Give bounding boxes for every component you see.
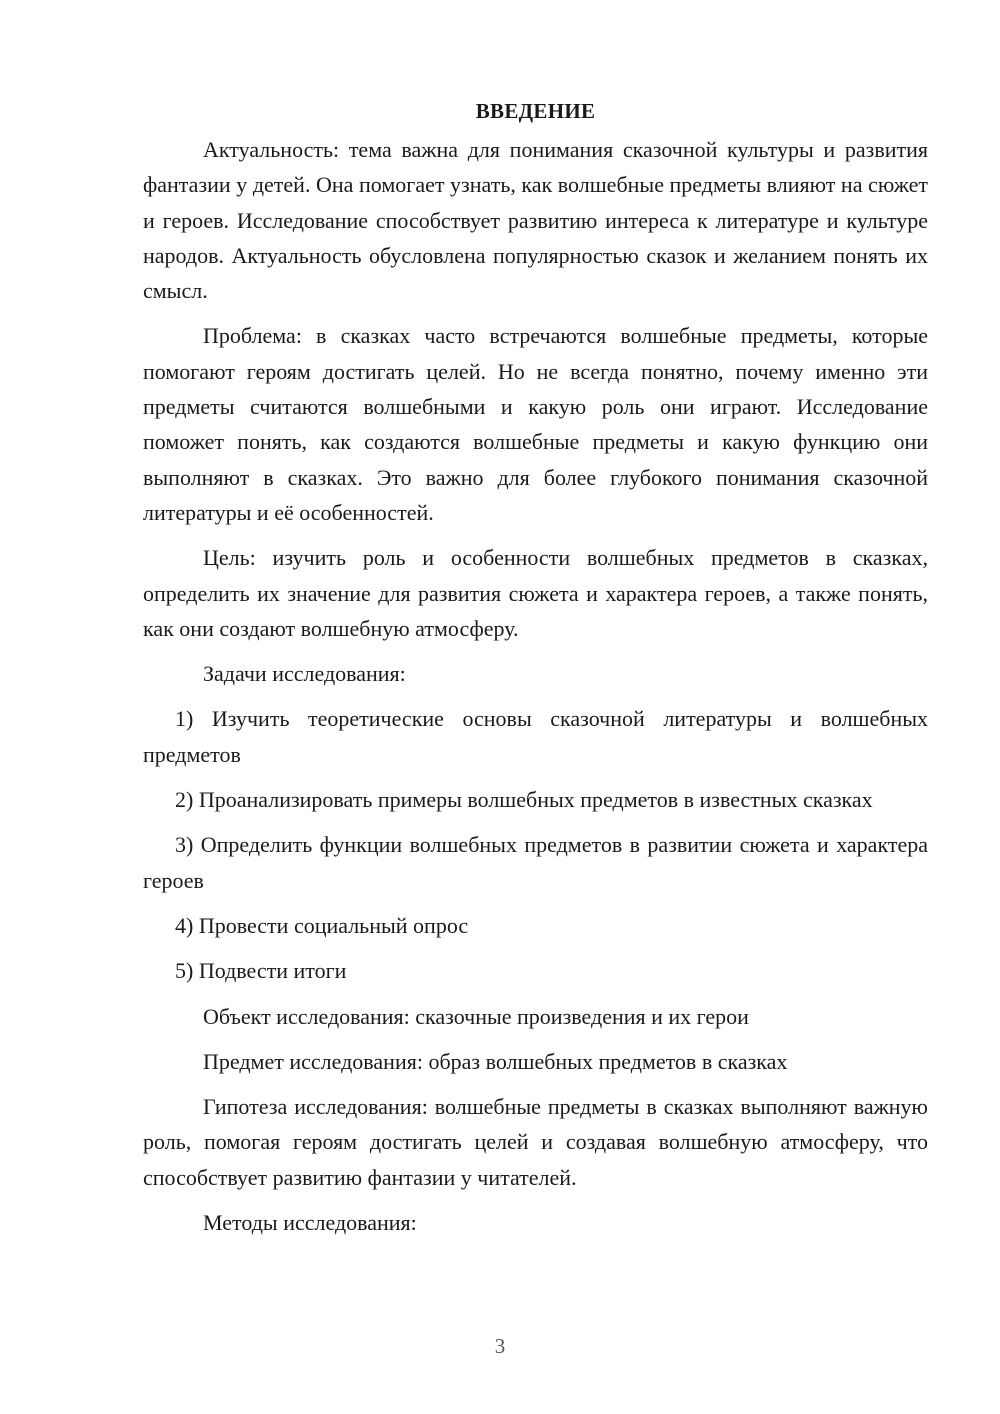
task-item: 4) Провести социальный опрос — [175, 912, 469, 938]
page-number: 3 — [494, 1334, 506, 1358]
page-title: ВВЕДЕНИЕ — [475, 99, 596, 123]
problem-paragraph: Проблема: в сказках часто встречаются волшебные предметы, которые помогают героям достигать целей. Но не всегда понятно, почему именно эти предметы считаются волшебными и какую роль они играют. Исследование поможет понять, как создаются волшебные предметы и какую функцию они выполняют в сказках. Это важно для более глубокого понимания сказочной литературы и её особенностей. — [143, 323, 928, 525]
tasks-heading: Задачи исследования: — [203, 661, 406, 687]
goal-paragraph: Цель: изучить роль и особенности волшебных предметов в сказках, определить их значение для развития сюжета и характера героев, а также понять, как они создают волшебную атмосферу. — [143, 545, 928, 641]
object-paragraph: Объект исследования: сказочные произведения и их герои — [203, 1003, 749, 1029]
document-page — [143, 96, 928, 1250]
hypothesis-paragraph: Гипотеза исследования: волшебные предметы в сказках выполняют важную роль, помогая героям достигать целей и создавая волшебную атмосферу, что способствует развитию фантазии у читателей. — [143, 1094, 928, 1190]
task-item: 2) Проанализировать примеры волшебных предметов в известных сказках — [175, 787, 873, 813]
task-item: 5) Подвести итоги — [175, 958, 347, 984]
methods-heading: Методы исследования: — [203, 1210, 417, 1236]
relevance-paragraph: Актуальность: тема важна для понимания сказочной культуры и развития фантазии у детей. Она помогает узнать, как волшебные предметы влияют на сюжет и героев. Исследование способствует развитию интереса к литературе и культуре народов. Актуальность обусловлена популярностью сказок и желанием понять их смысл. — [143, 137, 928, 304]
task-item: 3) Определить функции волшебных предметов в развитии сюжета и характера героев — [143, 832, 928, 893]
task-item: 1) Изучить теоретические основы сказочной литературы и волшебных предметов — [143, 706, 928, 767]
subject-paragraph: Предмет исследования: образ волшебных предметов в сказках — [203, 1048, 788, 1074]
